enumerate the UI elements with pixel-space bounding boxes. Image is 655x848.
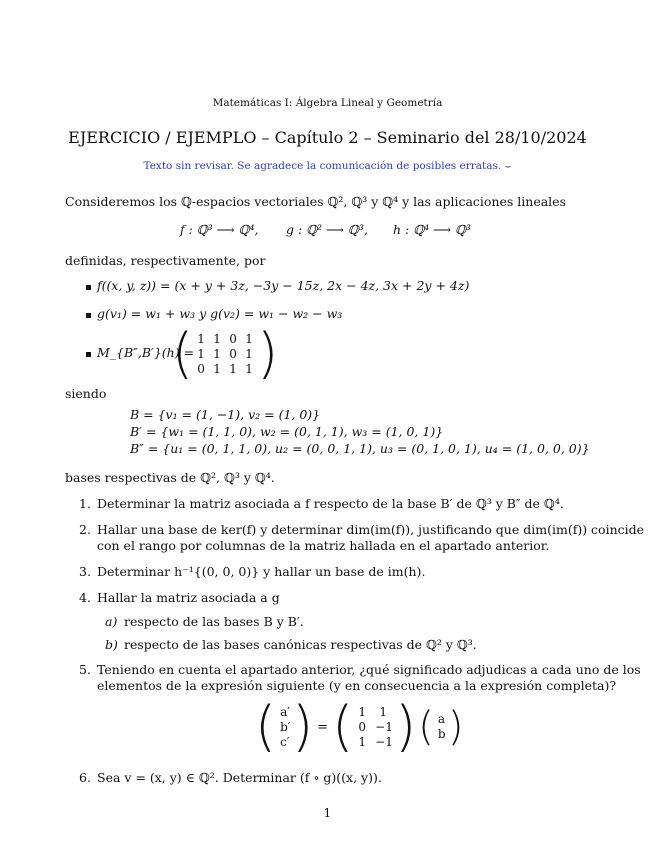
exercise-title: EJERCICIO / EJEMPLO – Capítulo 2 – Seminario del 28/10/2024 (68, 128, 587, 147)
basis-B-prime: B′ = {w₁ = (1, 1, 0), w₂ = (0, 1, 1), w₃ = (1, 0, 1)} (130, 424, 444, 439)
vector-left-entry: c′ (280, 734, 290, 749)
page-number: 1 (323, 806, 332, 820)
item-5-line-1: Teniendo en cuenta el apartado anterior, ¿qué significado adjudicas a cada uno de los (97, 662, 641, 677)
item-1-text: Determinar la matriz asociada a f respecto de la base B′ de ℚ³ y B″ de ℚ⁴. (97, 496, 564, 511)
matrix-h-entry: 1 (229, 361, 237, 376)
matrix-entry: −1 (375, 719, 393, 734)
subitem-a-label: a) (105, 614, 118, 629)
item-4-text: Hallar la matriz asociada a g (97, 590, 280, 605)
item-number: 4. (79, 590, 91, 605)
matrix-h-entry: 1 (197, 346, 205, 361)
item-number: 1. (79, 496, 91, 511)
vector-left-entry: b′ (280, 719, 291, 734)
map-h: h : ℚ⁴ ⟶ ℚ³ (393, 222, 471, 237)
matrix-entry: 1 (379, 704, 387, 719)
matrix-expression: ( a′ b′ c′ ) = ( 1 1 0 −1 1 −1 ) ( a b ) (255, 695, 464, 758)
matrix-h-entry: 0 (229, 346, 237, 361)
matrix-h-entry: 1 (197, 331, 205, 346)
item-6-text: Sea v = (x, y) ∈ ℚ². Determinar (f ∘ g)((x, y)). (97, 770, 382, 785)
revision-note: Texto sin revisar. Se agradece la comunicación de posibles erratas. ⌣ (143, 160, 512, 172)
definition-h-label: M_{B″,B′}(h) = (97, 345, 195, 360)
vector-right-entry: b (437, 727, 446, 741)
basis-B-double-prime: B″ = {u₁ = (0, 1, 1, 0), u₂ = (0, 0, 1, 1), u₃ = (0, 1, 0, 1), u₄ = (1, 0, 0, 0)} (130, 441, 590, 456)
definition-g: g(v₁) = w₁ + w₃ y g(v₂) = w₁ − w₂ − w₃ (97, 306, 343, 321)
siendo-text: siendo (65, 386, 107, 401)
matrix-entry: 0 (358, 719, 366, 734)
vector-left-entry: a′ (280, 704, 290, 719)
matrix-h-entry: 1 (213, 331, 221, 346)
bullet-marker (86, 313, 91, 318)
equals-sign: = (317, 719, 329, 735)
bases-respectivas: bases respectivas de ℚ², ℚ³ y ℚ⁴. (65, 470, 275, 485)
item-number: 2. (79, 522, 91, 537)
item-3-text: Determinar h⁻¹{(0, 0, 0)} y hallar un base de im(h). (97, 564, 426, 579)
bullet-marker (86, 285, 91, 290)
item-number: 6. (79, 770, 91, 785)
running-header: Matemáticas I: Álgebra Lineal y Geometría (212, 97, 443, 109)
map-g: g : ℚ² ⟶ ℚ³, (286, 222, 368, 237)
subitem-b-label: b) (105, 637, 118, 652)
matrix-h-entry: 1 (213, 346, 221, 361)
matrix-entry: 1 (358, 704, 366, 719)
matrix-entry: −1 (375, 734, 393, 749)
vector-right-entry: a (437, 712, 445, 726)
matrix-h-entry: 0 (229, 331, 237, 346)
defined-text: definidas, respectivamente, por (65, 253, 266, 268)
matrix-entry: 1 (358, 734, 366, 749)
map-f: f : ℚ³ ⟶ ℚ⁴, (180, 222, 259, 237)
matrix-h-entry: 1 (245, 346, 253, 361)
bullet-marker (86, 352, 91, 357)
item-number: 3. (79, 564, 91, 579)
subitem-a-text: respecto de las bases B y B′. (124, 614, 304, 629)
item-5-line-2: elementos de la expresión siguiente (y en consecuencia a la expresión completa)? (97, 678, 617, 693)
basis-B: B = {v₁ = (1, −1), v₂ = (1, 0)} (130, 407, 321, 422)
item-number: 5. (79, 662, 91, 677)
matrix-h-entry: 1 (245, 361, 253, 376)
matrix-h-entry: 1 (213, 361, 221, 376)
subitem-b-text: respecto de las bases canónicas respectivas de ℚ² y ℚ³. (124, 637, 477, 652)
matrix-h-entry: 0 (197, 361, 205, 376)
definition-f: f((x, y, z)) = (x + y + 3z, −3y − 15z, 2x − 4z, 3x + 2y + 4z) (97, 278, 470, 293)
item-2-line-2: con el rango por columnas de la matriz hallada en el apartado anterior. (97, 538, 550, 553)
item-2-line-1: Hallar una base de ker(f) y determinar dim(im(f)), justificando que dim(im(f)) coincide (97, 522, 645, 537)
intro-paragraph: Consideremos los ℚ-espacios vectoriales ℚ², ℚ³ y ℚ⁴ y las aplicaciones lineales (65, 194, 566, 209)
matrix-h-entry: 1 (245, 331, 253, 346)
matrix-h: ( 1 1 0 1 1 1 0 1 0 1 1 1 ) (172, 322, 279, 385)
